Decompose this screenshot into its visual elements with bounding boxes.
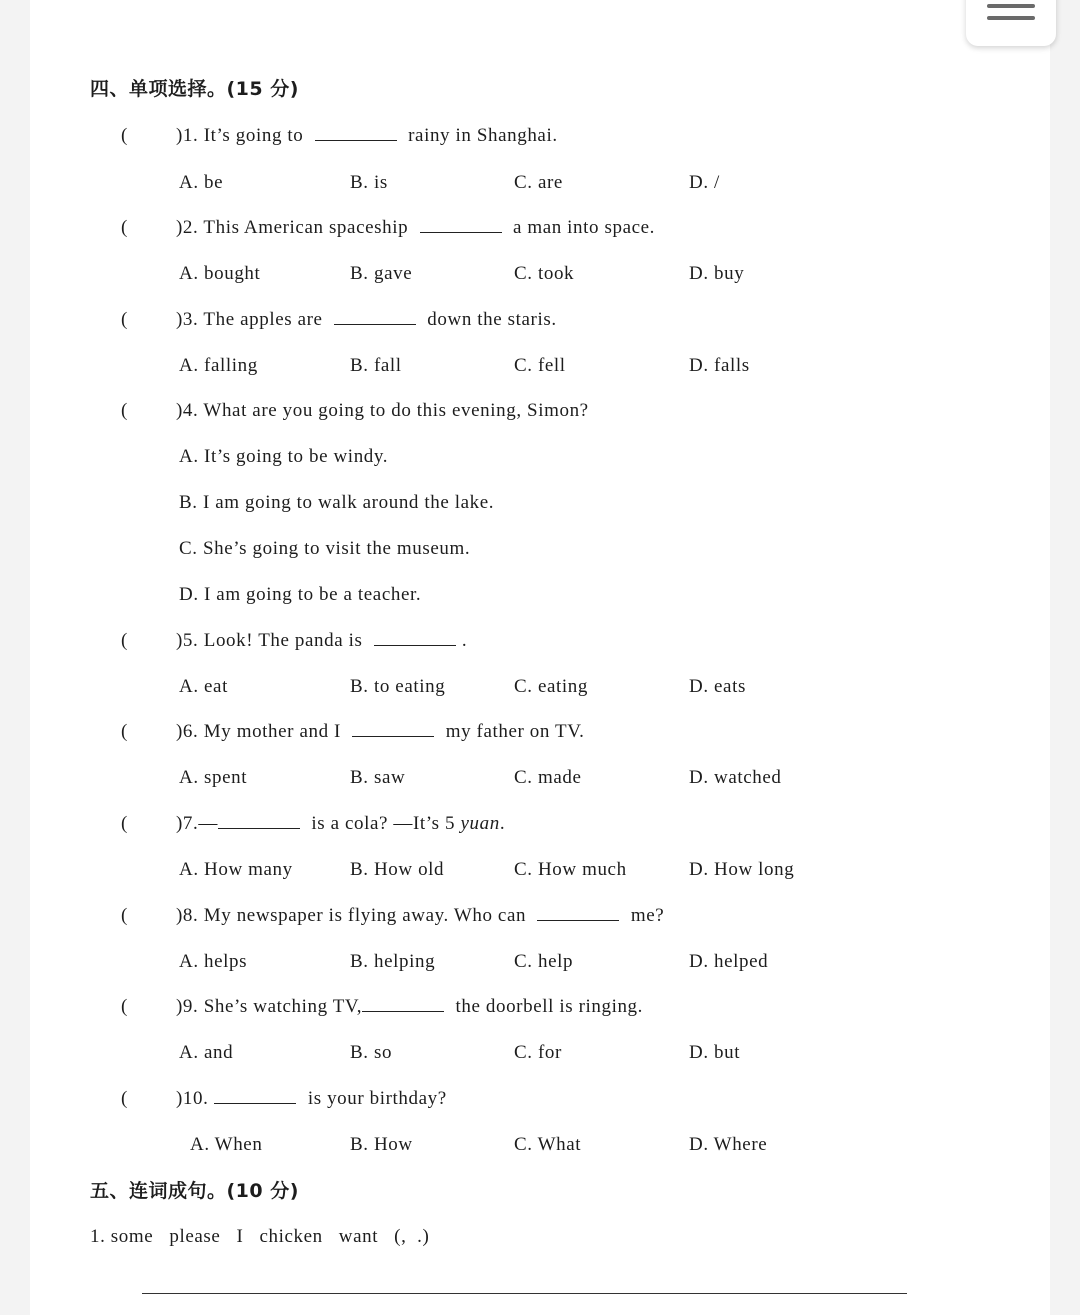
option-d: D. helped [689, 951, 769, 972]
option-c: C. She’s going to visit the museum. [179, 538, 471, 559]
option-c: C. How much [514, 859, 627, 880]
question-text-post: down the staris. [427, 309, 557, 330]
option-d: D. buy [689, 263, 745, 284]
option-b: B. gave [350, 263, 413, 284]
option-b: B. is [350, 172, 388, 193]
question-number: )2. [176, 217, 199, 238]
option-a: A. eat [179, 676, 228, 697]
option-c: C. eating [514, 676, 588, 697]
question-text-post: rainy in Shanghai. [408, 125, 558, 146]
worksheet-page [30, 0, 1050, 1315]
question-5 [176, 631, 467, 650]
answer-blank [420, 231, 502, 233]
question-number: )9. [176, 996, 199, 1017]
option-a: A. helps [179, 951, 248, 972]
question-text-pre: My newspaper is flying away. Who can [203, 905, 527, 926]
question-text-post: a man into space. [512, 217, 656, 238]
option-b: B. How old [350, 859, 445, 880]
option-c: C. fell [514, 355, 566, 376]
question-text-pre: She’s watching TV, [203, 996, 363, 1017]
question-text-post: my father on TV. [445, 721, 585, 742]
option-a: A. It’s going to be windy. [179, 446, 389, 467]
option-d: D. watched [689, 767, 782, 788]
answer-paren-open: ( [121, 905, 128, 926]
question-number: )10. [176, 1088, 209, 1109]
answer-blank [218, 827, 300, 829]
question-text: What are you going to do this evening, Simon? [203, 400, 589, 421]
question-number: )3. [176, 309, 199, 330]
question-text-pre: This American spaceship [203, 217, 409, 238]
answer-paren-open: ( [121, 217, 128, 238]
question-number: )7. [176, 813, 199, 834]
question-number: )5. [176, 630, 199, 651]
option-d: D. How long [689, 859, 795, 880]
section-5-heading: 五、连词成句。(10 分) [90, 1180, 299, 1202]
option-b: B. so [350, 1042, 393, 1063]
section-4-heading: 四、单项选择。(15 分) [90, 78, 299, 100]
option-b: B. fall [350, 355, 402, 376]
option-d: D. / [689, 172, 720, 193]
answer-blank [374, 644, 456, 646]
question-3 [176, 310, 557, 329]
question-9 [176, 997, 643, 1016]
question-1 [176, 126, 558, 145]
option-c: C. for [514, 1042, 562, 1063]
answer-paren-open: ( [121, 996, 128, 1017]
question-text-post: is your birthday? [307, 1088, 447, 1109]
option-c: C. are [514, 172, 563, 193]
question-text-pre: It’s going to [203, 125, 304, 146]
menu-button[interactable] [966, 0, 1056, 46]
question-10 [176, 1089, 447, 1108]
question-number: )4. [176, 400, 199, 421]
question-text-pre: — [198, 813, 218, 834]
question-text-italic: yuan [460, 813, 500, 834]
option-a: A. falling [179, 355, 258, 376]
menu-icon [987, 4, 1035, 8]
answer-paren-open: ( [121, 1088, 128, 1109]
answer-paren-open: ( [121, 721, 128, 742]
question-text-post: is a cola? —It’s 5 [311, 813, 456, 834]
option-a: A. spent [179, 767, 248, 788]
question-4 [176, 401, 589, 420]
question-text-pre: Look! The panda is [203, 630, 363, 651]
question-text-post: . [461, 630, 468, 651]
option-c: C. made [514, 767, 582, 788]
option-d: D. I am going to be a teacher. [179, 584, 422, 605]
question-number: )1. [176, 125, 199, 146]
question-6 [176, 722, 584, 741]
answer-paren-open: ( [121, 630, 128, 651]
option-b: B. helping [350, 951, 436, 972]
option-b: B. I am going to walk around the lake. [179, 492, 495, 513]
question-number: )8. [176, 905, 199, 926]
answer-blank [334, 323, 416, 325]
menu-icon-bar [987, 16, 1035, 20]
question-8 [176, 906, 664, 925]
question-text-pre: The apples are [203, 309, 323, 330]
option-c: C. What [514, 1134, 582, 1155]
option-a: A. and [179, 1042, 234, 1063]
option-d: D. but [689, 1042, 741, 1063]
sentence-scramble-1: 1. some please I chicken want (, .) [90, 1226, 430, 1247]
question-number: )6. [176, 721, 199, 742]
question-text-post: the doorbell is ringing. [455, 996, 644, 1017]
answer-blank [214, 1102, 296, 1104]
question-2 [176, 218, 655, 237]
option-d: D. Where [689, 1134, 768, 1155]
option-d: D. falls [689, 355, 750, 376]
option-a: A. be [179, 172, 224, 193]
option-a: A. bought [179, 263, 261, 284]
answer-blank [352, 735, 434, 737]
option-b: B. How [350, 1134, 413, 1155]
answer-paren-open: ( [121, 400, 128, 421]
option-b: B. to eating [350, 676, 446, 697]
question-text-pre: My mother and I [203, 721, 341, 742]
answer-paren-open: ( [121, 125, 128, 146]
answer-paren-open: ( [121, 309, 128, 330]
answer-blank [537, 919, 619, 921]
question-7: )7.— is a cola? —It’s 5 yuan. [176, 813, 506, 834]
option-d: D. eats [689, 676, 746, 697]
answer-blank [315, 139, 397, 141]
answer-paren-open: ( [121, 813, 128, 834]
option-c: C. help [514, 951, 574, 972]
question-text-post: me? [630, 905, 665, 926]
option-b: B. saw [350, 767, 406, 788]
option-a: A. How many [179, 859, 293, 880]
answer-blank [362, 1010, 444, 1012]
answer-line [142, 1293, 907, 1294]
option-a: A. When [190, 1134, 263, 1155]
option-c: C. took [514, 263, 575, 284]
